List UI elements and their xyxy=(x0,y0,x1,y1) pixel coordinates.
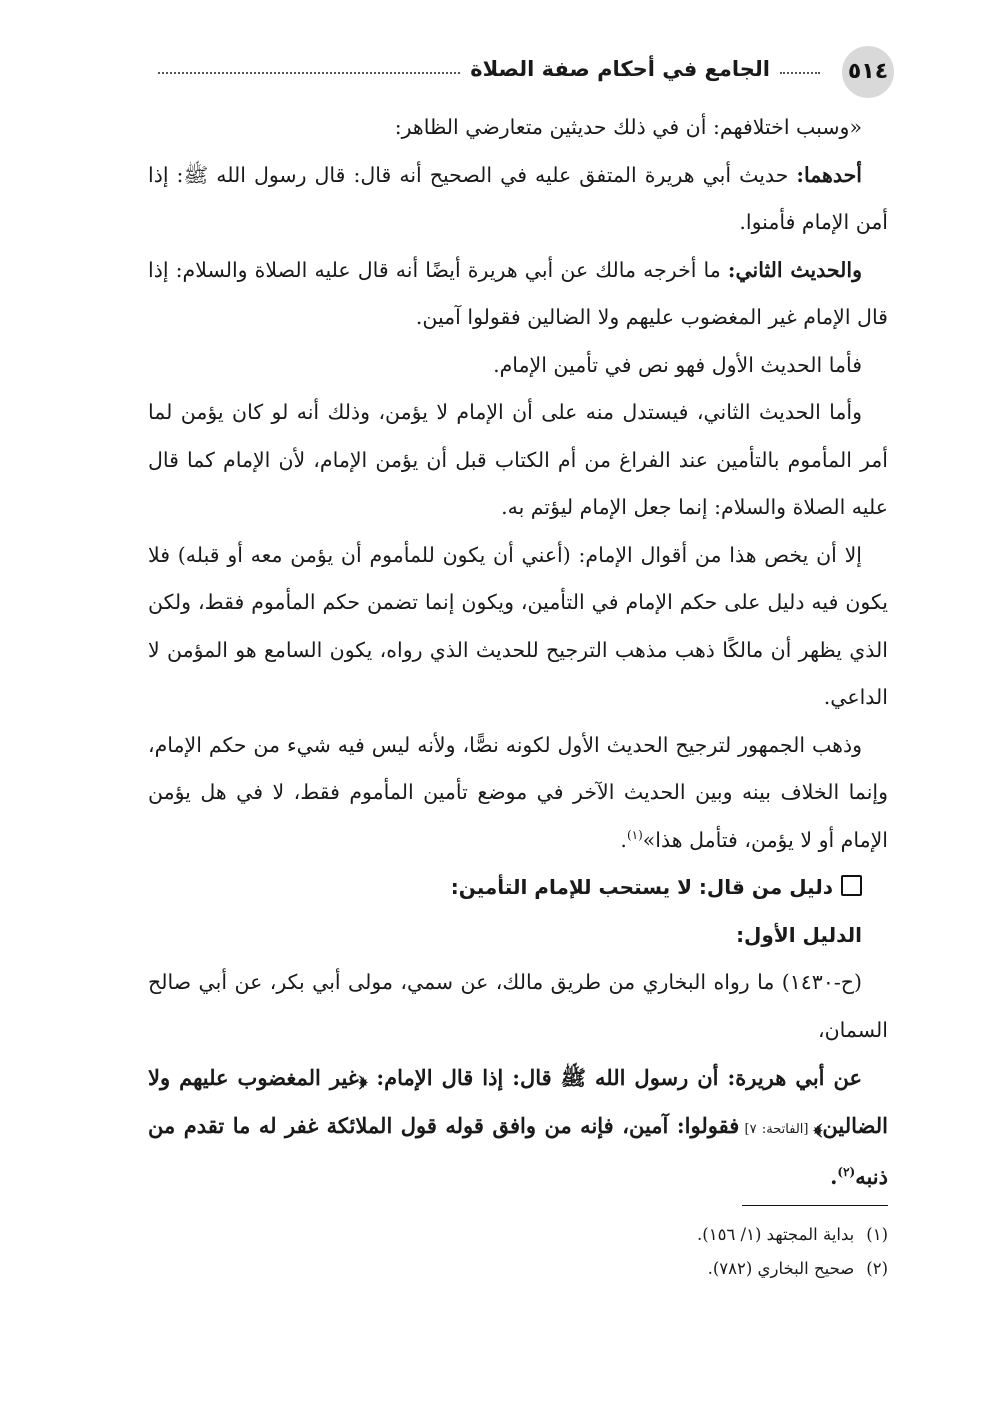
footnote-marker-2[interactable]: (٢) xyxy=(837,1165,856,1179)
hadith-part-b: فقولوا: آمين، فإنه من وافق قوله قول الملائكة غفر له ما تقدم من ذنبه xyxy=(148,1112,888,1189)
paragraph-first-hadith xyxy=(148,152,888,247)
main-text xyxy=(148,104,888,1201)
running-title xyxy=(148,54,830,84)
header-dotted-leader-left xyxy=(158,72,460,74)
footnote-separator xyxy=(742,1205,888,1206)
book-title: الجامع في أحكام صفة الصلاة xyxy=(470,57,770,81)
section-heading xyxy=(148,864,888,912)
narration-chain: (ح-١٤٣٠) ما رواه البخاري من طريق مالك، عن سمي، مولى أبي بكر، عن أبي صالح السمان، xyxy=(148,970,888,1042)
footnote-marker-1[interactable]: (١) xyxy=(626,827,643,842)
footnote-1 xyxy=(148,1218,888,1252)
document-page xyxy=(148,40,888,1370)
quran-reference: [الفاتحة: ٧] xyxy=(739,1121,814,1137)
footnote-2 xyxy=(148,1252,888,1286)
square-bullet-icon xyxy=(841,875,862,896)
footnote-1-number: (١) xyxy=(866,1224,888,1244)
lead-first: أحدهما: xyxy=(796,162,862,187)
hadith-end: . xyxy=(830,1164,838,1189)
hadith-text xyxy=(148,1054,888,1201)
footnote-2-number: (٢) xyxy=(866,1258,888,1278)
section-heading-text: دليل من قال: لا يستحب للإمام التأمين: xyxy=(450,875,833,899)
paragraph-jumhur xyxy=(148,722,888,865)
subheading-first-evidence: الدليل الأول: xyxy=(736,922,862,947)
header-dotted-leader-right xyxy=(780,72,820,74)
page-number-badge: ٥١٤ xyxy=(842,46,894,98)
paragraph-intro: «وسبب اختلافهم: أن في ذلك حديثين متعارضي الظاهر: xyxy=(394,115,862,139)
lead-second: والحديث الثاني: xyxy=(727,257,862,282)
paragraph-exception: إلا أن يخص هذا من أقوال الإمام: (أعني أن يكون للمأموم أن يؤمن معه أو قبله) فلا يكون فيه دليل على حكم الإمام في التأمين، ويكون إنما تضمن حكم المأموم فقط، ولكن الذي يظهر أن مالكًا ذهب مذهب الترجيح للحديث الذي رواه، يكون السامع هو المؤمن لا الداعي. xyxy=(148,542,888,709)
paragraph-first-nass: فأما الحديث الأول فهو نص في تأمين الإمام. xyxy=(493,352,862,377)
page-header xyxy=(148,40,888,104)
paragraph-first-hadith-text: حديث أبي هريرة المتفق عليه في الصحيح أنه قال: قال رسول الله ﷺ: إذا أمن الإمام فأمنوا. xyxy=(148,162,888,234)
paragraph-jumhur-text: وذهب الجمهور لترجيح الحديث الأول لكونه نصًّا، ولأنه ليس فيه شيء من حكم الإمام، وإنما الخلاف بينه وبين الحديث الآخر في موضع تأمين المأموم فقط، لا في هل يؤمن الإمام أو لا يؤمن، فتأمل هذا» xyxy=(148,732,888,852)
paragraph-second-inference: وأما الحديث الثاني، فيستدل منه على أن الإمام لا يؤمن، وذلك أنه لو كان يؤمن لما أمر المأموم بالتأمين عند الفراغ من أم الكتاب قبل أن يؤمن الإمام، لأن الإمام كما قال عليه الصلاة والسلام: إنما جعل الإمام ليؤتم به. xyxy=(148,400,888,519)
footnote-2-text: صحيح البخاري (٧٨٢). xyxy=(707,1258,855,1278)
paragraph-second-hadith xyxy=(148,247,888,342)
footnotes xyxy=(148,1218,888,1286)
hadith-part-a: عن أبي هريرة: أن رسول الله ﷺ قال: إذا قال الإمام: ﴿غير المغضوب عليهم ولا الضالين﴾ xyxy=(148,1065,888,1138)
paragraph-jumhur-end: . xyxy=(620,827,627,852)
footnote-1-text: بداية المجتهد (١/ ١٥٦). xyxy=(697,1224,855,1244)
paragraph-second-hadith-text: ما أخرجه مالك عن أبي هريرة أيضًا أنه قال عليه الصلاة والسلام: إذا قال الإمام غير المغضوب عليهم ولا الضالين فقولوا آمين. xyxy=(148,257,888,329)
